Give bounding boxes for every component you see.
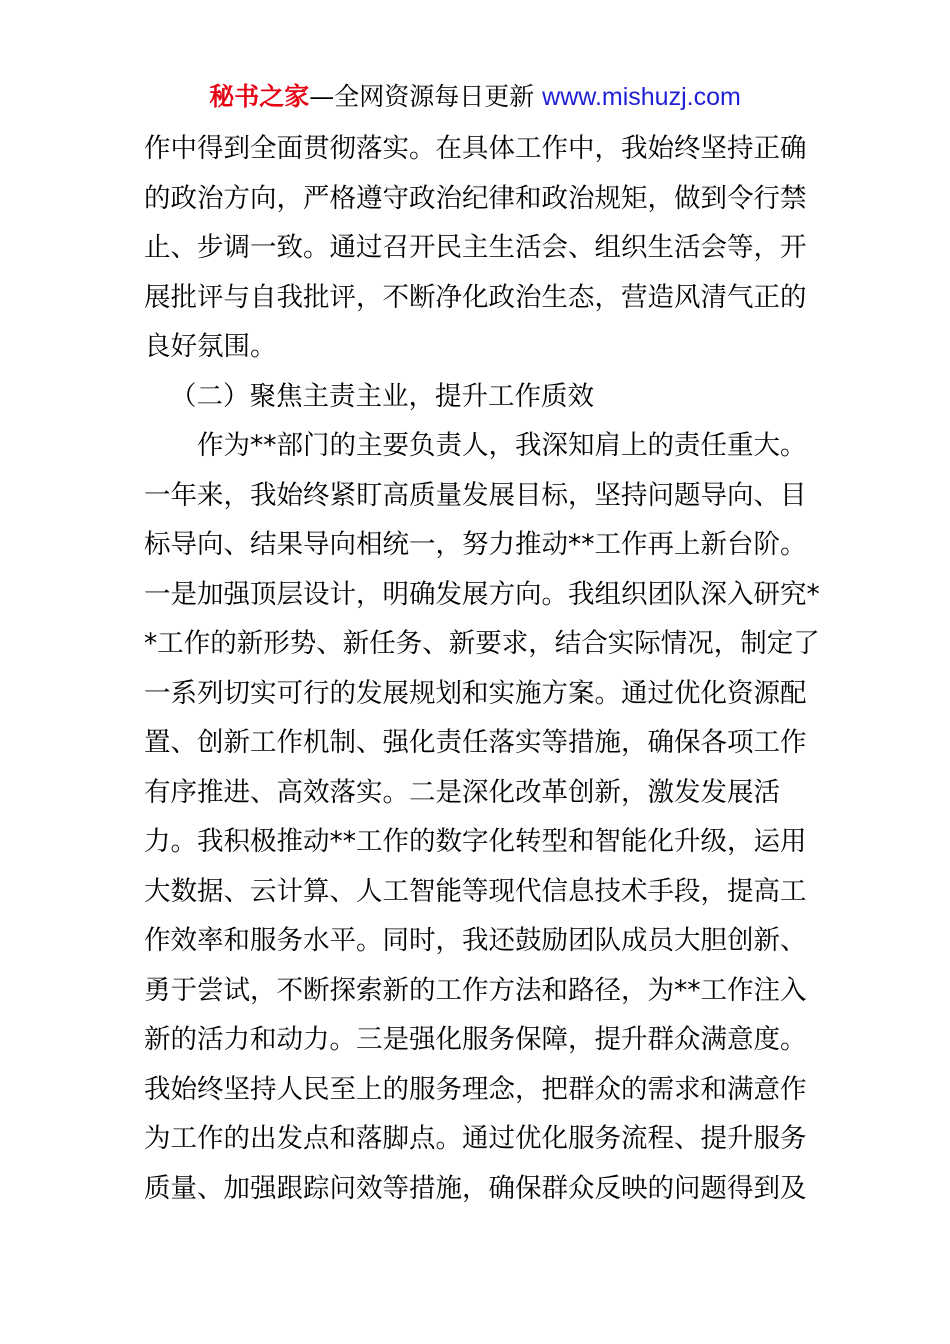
text-line: 良好氛围。 — [144, 331, 277, 362]
text-line: 作为**部门的主要负责人，我深知肩上的责任重大。 — [197, 430, 807, 461]
text-line: 为工作的出发点和落脚点。通过优化服务流程、提升服务 — [144, 1123, 807, 1154]
text-line: 一是加强顶层设计，明确发展方向。我组织团队深入研究* — [144, 578, 820, 610]
text-line: 作效率和服务水平。同时，我还鼓励团队成员大胆创新、 — [144, 925, 807, 956]
text-line: *工作的新形势、新任务、新要求，结合实际情况，制定了 — [144, 628, 820, 659]
text-line: 一系列切实可行的发展规划和实施方案。通过优化资源配 — [144, 677, 807, 709]
text-line: 止、步调一致。通过召开民主生活会、组织生活会等，开 — [144, 232, 807, 263]
text-line: 力。我积极推动**工作的数字化转型和智能化升级，运用 — [144, 826, 807, 857]
site-header — [0, 80, 950, 114]
text-line: 作中得到全面贯彻落实。在具体工作中，我始终坚持正确 — [144, 133, 807, 164]
text-line: 我始终坚持人民至上的服务理念，把群众的需求和满意作 — [144, 1073, 807, 1105]
text-line: 的政治方向，严格遵守政治纪律和政治规矩，做到令行禁 — [144, 182, 807, 214]
text-line: 大数据、云计算、人工智能等现代信息技术手段，提高工 — [144, 875, 807, 907]
text-line: 标导向、结果导向相统一，努力推动**工作再上新台阶。 — [144, 529, 807, 560]
text-line: 一年来，我始终紧盯高质量发展目标，坚持问题导向、目 — [144, 479, 807, 511]
text-line: 置、创新工作机制、强化责任落实等措施，确保各项工作 — [144, 727, 807, 758]
text-line: 质量、加强跟踪问效等措施，确保群众反映的问题得到及 — [144, 1172, 807, 1204]
text-line: 新的活力和动力。三是强化服务保障，提升群众满意度。 — [144, 1024, 807, 1055]
text-line: 勇于尝试，不断探索新的工作方法和路径，为**工作注入 — [144, 974, 807, 1006]
text-line: 展批评与自我批评，不断净化政治生态，营造风清气正的 — [144, 281, 807, 313]
section-heading: （二）聚焦主责主业，提升工作质效 — [170, 380, 594, 412]
site-tagline: —全网资源每日更新 — [309, 82, 543, 111]
document-body — [144, 124, 820, 1213]
site-url-link[interactable]: www.mishuzj.com — [542, 83, 741, 111]
site-brand: 秘书之家 — [209, 82, 310, 111]
text-line: 有序推进、高效落实。二是深化改革创新，激发发展活 — [144, 776, 780, 808]
